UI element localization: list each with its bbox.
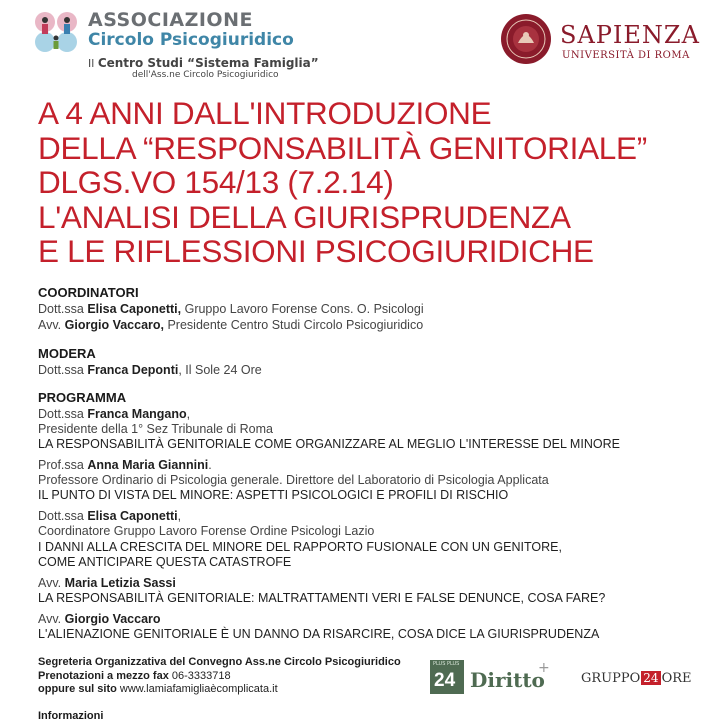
coordinatore-item — [38, 302, 424, 317]
talk-topic: LA RESPONSABILITÀ GENITORIALE: MALTRATTAMENTI VERI E FALSE DENUNCE, COSA FARE? — [38, 591, 606, 605]
speaker-role: Professore Ordinario di Psicologia generale. Direttore del Laboratorio di Psicologia Applicata — [38, 473, 549, 487]
talk-topic: LA RESPONSABILITÀ GENITORIALE COME ORGANIZZARE AL MEGLIO L'INTERESSE DEL MINORE — [38, 437, 620, 451]
speaker-line — [38, 407, 190, 422]
title-line: L'ANALISI DELLA GIURISPRUDENZA — [38, 198, 571, 235]
title-line: E LE RIFLESSIONI PSICOGIURIDICHE — [38, 233, 594, 269]
website-link[interactable]: www.lamiafamigliaècomplicata.it — [116, 683, 278, 695]
talk-topic: I DANNI ALLA CRESCITA DEL MINORE DEL RAPPORTO FUSIONALE CON UN GENITORE, — [38, 540, 562, 554]
prenotazioni-label: Prenotazioni a mezzo fax — [38, 669, 169, 682]
person-name: Maria Letizia Sassi — [64, 576, 176, 590]
university-subname: UNIVERSITÀ DI ROMA — [562, 50, 690, 61]
speaker-line — [38, 576, 176, 591]
punct: , — [177, 509, 182, 523]
talk-topic: COME ANTICIPARE QUESTA CATASTROFE — [38, 555, 292, 569]
diritto-logo: Diritto — [470, 668, 545, 692]
title-line: A 4 ANNI DALL'INTRODUZIONE — [38, 95, 492, 131]
person-name: Elisa Caponetti — [87, 509, 178, 523]
footer-info — [38, 656, 401, 697]
title-prefix: Dott.ssa — [38, 407, 88, 421]
gruppo-post: ORE — [661, 671, 692, 686]
speaker-line — [38, 509, 181, 524]
sapienza-seal-icon — [500, 13, 552, 65]
person-role: , Il Sole 24 Ore — [178, 363, 262, 377]
fax-number: 06-3333718 — [168, 669, 231, 682]
gruppo-pre: GRUPPO — [581, 671, 641, 686]
punct: , — [186, 407, 191, 421]
title-prefix: Avv. — [38, 576, 62, 590]
person-name: Elisa Caponetti, — [87, 302, 182, 316]
person-name: Franca Deponti — [87, 363, 179, 377]
association-logo-icon — [33, 8, 81, 54]
talk-topic: IL PUNTO DI VISTA DEL MINORE: ASPETTI PSICOLOGICI E PROFILI DI RISCHIO — [38, 488, 509, 502]
coordinatori-heading: COORDINATORI — [38, 285, 139, 300]
centro-studi — [88, 57, 319, 70]
punct: . — [208, 458, 212, 472]
association-name: ASSOCIAZIONE — [88, 9, 253, 31]
plus-num: 24 — [434, 670, 456, 691]
talk-topic: L'ALIENAZIONE GENITORIALE È UN DANNO DA RISARCIRE, COSA DICE LA GIURISPRUDENZA — [38, 627, 600, 641]
speaker-line — [38, 612, 161, 627]
gruppo-num: 24 — [643, 671, 659, 685]
title-prefix: Dott.ssa — [38, 509, 84, 523]
coordinatore-item — [38, 318, 423, 333]
person-name: Anna Maria Giannini — [87, 458, 209, 472]
title-prefix: Dott.ssa — [38, 363, 84, 377]
modera-heading: MODERA — [38, 346, 96, 361]
university-name: SAPIENZA — [560, 21, 700, 49]
centro-name: Centro Studi “Sistema Famiglia” — [97, 56, 319, 70]
person-name: Franca Mangano — [87, 407, 187, 421]
speaker-line — [38, 458, 212, 473]
association-subname: Circolo Psicogiuridico — [88, 30, 294, 50]
informazioni-heading: Informazioni — [38, 710, 104, 722]
title-line: DELLA “RESPONSABILITÀ GENITORIALE” — [38, 129, 647, 166]
person-role: Presidente Centro Studi Circolo Psicogiuridico — [164, 318, 424, 332]
centro-prefix: Il — [88, 57, 95, 70]
title-prefix: Prof.ssa — [38, 458, 84, 472]
plus-icon: + — [538, 660, 550, 676]
title-prefix: Avv. — [38, 612, 62, 626]
plus-small: PLUS PLUS — [433, 661, 460, 667]
title-prefix: Avv. — [38, 318, 62, 332]
person-name: Giorgio Vaccaro — [64, 612, 161, 626]
gruppo24ore-logo — [581, 671, 692, 686]
title-prefix: Dott.ssa — [38, 302, 84, 316]
speaker-role: Coordinatore Gruppo Lavoro Forense Ordine Psicologi Lazio — [38, 524, 375, 538]
event-title — [38, 96, 718, 269]
segreteria-text: Segreteria Organizzativa del Convegno Ass.ne Circolo Psicogiuridico — [38, 656, 401, 668]
person-name: Giorgio Vaccaro, — [64, 318, 164, 332]
sito-label: oppure sul sito — [38, 683, 117, 695]
plus24-logo — [430, 660, 464, 694]
centro-sub: dell'Ass.ne Circolo Psicogiuridico — [132, 70, 279, 80]
person-role: Gruppo Lavoro Forense Cons. O. Psicologi — [181, 302, 424, 316]
moderatore-item — [38, 363, 262, 378]
title-line: DLGS.VO 154/13 (7.2.14) — [38, 164, 394, 200]
programma-heading: PROGRAMMA — [38, 390, 127, 405]
speaker-role: Presidente della 1° Sez Tribunale di Roma — [38, 422, 273, 436]
